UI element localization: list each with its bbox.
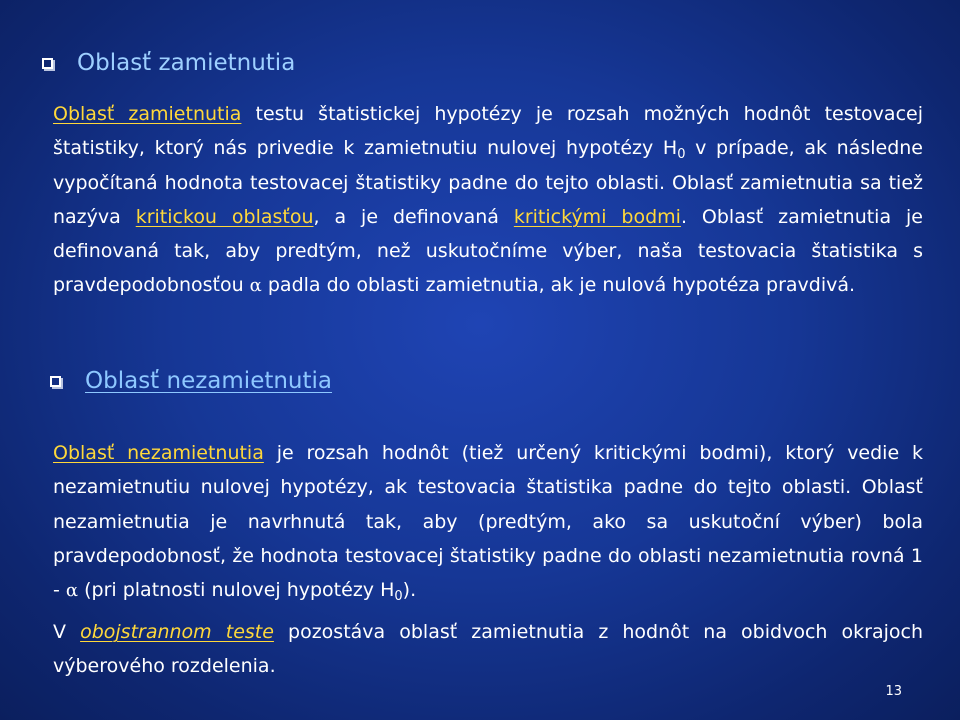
checkbox-bullet-icon — [42, 58, 53, 69]
term-acceptance-region: Oblasť nezamietnutia — [53, 442, 264, 464]
heading-rejection-text: Oblasť zamietnutia — [77, 50, 296, 76]
section-heading-rejection — [42, 50, 295, 76]
term-critical-points: kritickými bodmi — [513, 205, 681, 228]
text-segment: . Oblasť zamietnutia je definovaná tak, aby predtým, než uskutočníme výber, naša testovacia štatistika s pravdepodobnosťou — [53, 205, 924, 297]
page-number: 13 — [885, 684, 902, 699]
subscript-zero: 0 — [677, 147, 686, 163]
heading-acceptance-text: Oblasť nezamietnutia — [85, 368, 333, 394]
term-two-tailed-test: obojstrannom teste — [80, 621, 274, 643]
text-segment: testu štatistickej hypotézy je rozsah možných hodnôt testovacej štatistiky, ktorý nás privedie k zamietnutiu nulovej hypotézy H — [53, 103, 923, 160]
alpha-symbol: α — [65, 580, 79, 602]
text-segment: , a je definovaná — [313, 205, 514, 228]
text-segment: padla do oblasti zamietnutia, ak je nulová hypotéza pravdivá. — [261, 274, 856, 297]
alpha-symbol: α — [249, 275, 262, 297]
text-segment: ). — [402, 579, 417, 602]
text-segment: (pri platnosti nulovej hypotézy H — [78, 579, 395, 602]
text-segment: je rozsah hodnôt (tiež určený kritickými bodmi), ktorý vedie k nezamietnutiu nulovej hypotézy, ak testovacia štatistika padne do tejto oblasti. Oblasť nezamietnutia je navrhnutá tak, aby (predtým, ako sa uskutoční výber) bola pravdepodobnosť, že hodnota testovacej štatistiky padne do oblasti nezamietnutia rovná 1 - — [53, 442, 923, 602]
paragraph-acceptance-region — [53, 436, 923, 608]
subscript-zero: 0 — [394, 589, 403, 605]
text-segment: pozostáva oblasť zamietnutia z hodnôt na obidvoch okrajoch výberového rozdelenia. — [53, 621, 923, 678]
term-critical-region: kritickou oblasťou — [135, 205, 314, 228]
paragraph-rejection-region — [53, 97, 923, 304]
text-segment: V — [53, 621, 81, 643]
term-rejection-region: Oblasť zamietnutia — [53, 103, 242, 125]
section-heading-acceptance — [50, 368, 332, 394]
text-segment: v prípade, ak následne vypočítaná hodnota testovacej štatistiky padne do tejto oblasti. Oblasť zamietnutia sa tiež nazýva — [53, 137, 923, 228]
paragraph-two-tailed-test — [53, 615, 923, 684]
checkbox-bullet-icon — [50, 376, 61, 387]
